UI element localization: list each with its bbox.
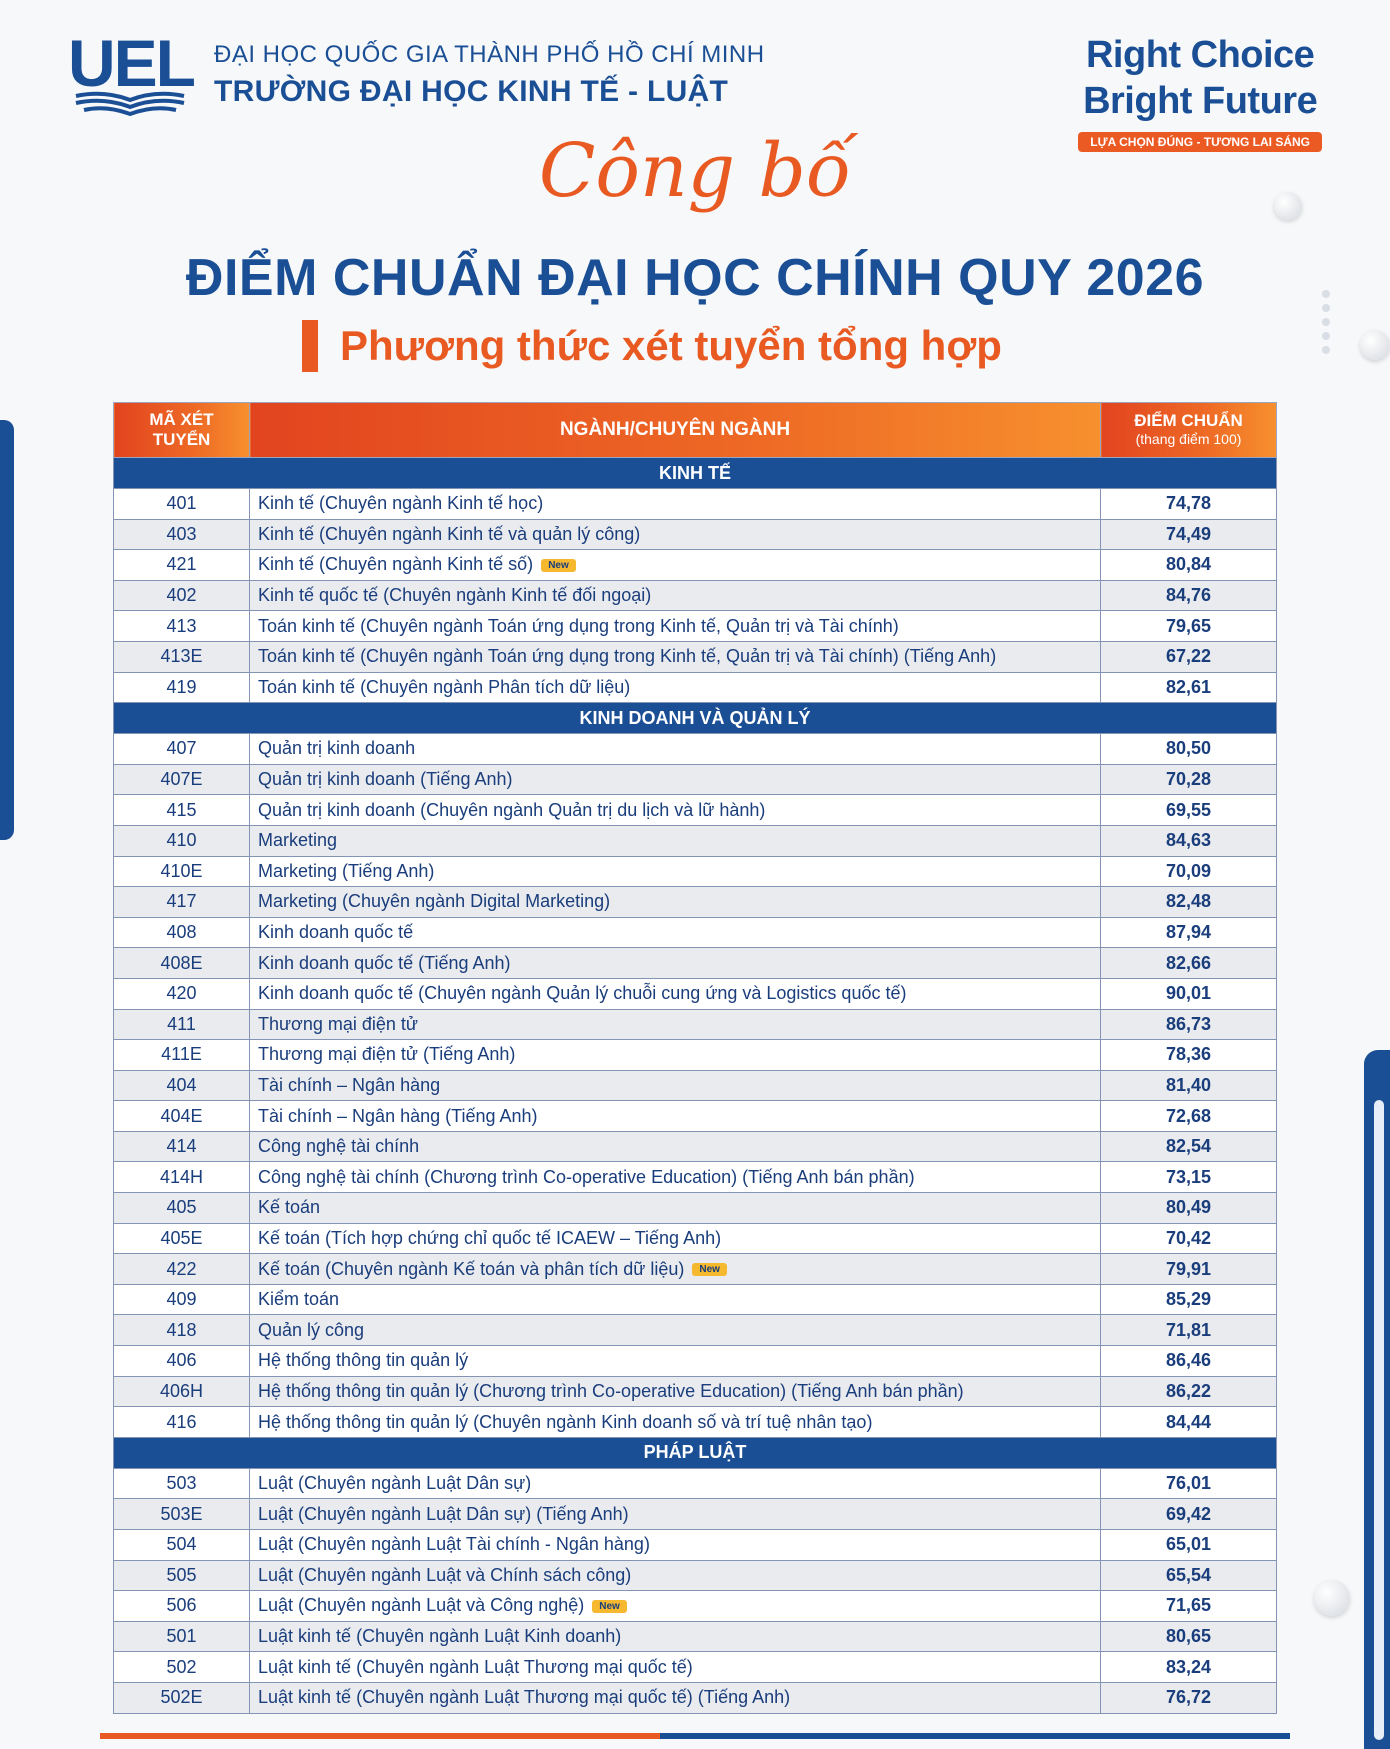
cell-score: 86,46 <box>1101 1346 1277 1377</box>
cell-major <box>250 1591 1101 1622</box>
subtitle-accent-bar <box>302 320 318 372</box>
cell-major <box>250 825 1101 856</box>
table-row <box>114 672 1277 703</box>
cell-major <box>250 1468 1101 1499</box>
section-header <box>114 703 1277 734</box>
major-name: Kinh tế (Chuyên ngành Kinh tế số) <box>258 554 534 575</box>
cell-code: 504 <box>114 1530 250 1561</box>
cell-major <box>250 1101 1101 1132</box>
footer-line-orange <box>100 1733 660 1739</box>
cell-code: 414 <box>114 1131 250 1162</box>
major-name: Kinh tế (Chuyên ngành Kinh tế học) <box>258 493 544 514</box>
cell-code: 404E <box>114 1101 250 1132</box>
major-name: Luật (Chuyên ngành Luật và Công nghệ) <box>258 1595 585 1616</box>
cell-major <box>250 1284 1101 1315</box>
cell-major <box>250 1376 1101 1407</box>
cell-major <box>250 641 1101 672</box>
table-row <box>114 1682 1277 1713</box>
table-row <box>114 1376 1277 1407</box>
cell-score: 82,48 <box>1101 887 1277 918</box>
slogan-badge: LỰA CHỌN ĐÚNG - TƯƠNG LAI SÁNG <box>1078 132 1322 152</box>
major-name: Kinh tế (Chuyên ngành Kinh tế và quản lý công) <box>258 523 641 544</box>
cell-score: 67,22 <box>1101 641 1277 672</box>
table-row <box>114 1162 1277 1193</box>
cell-score: 84,44 <box>1101 1407 1277 1438</box>
major-name: Luật kinh tế (Chuyên ngành Luật Thương mại quốc tế) <box>258 1656 693 1677</box>
cell-major <box>250 1131 1101 1162</box>
cell-score: 87,94 <box>1101 917 1277 948</box>
major-name: Marketing (Tiếng Anh) <box>258 860 435 881</box>
table-row <box>114 1131 1277 1162</box>
section-header <box>114 458 1277 489</box>
cell-score: 76,72 <box>1101 1682 1277 1713</box>
cell-major <box>250 948 1101 979</box>
major-name: Tài chính – Ngân hàng (Tiếng Anh) <box>258 1105 538 1126</box>
major-name: Luật (Chuyên ngành Luật Tài chính - Ngân hàng) <box>258 1534 650 1555</box>
cell-major <box>250 1315 1101 1346</box>
cell-score: 84,63 <box>1101 825 1277 856</box>
table-row <box>114 519 1277 550</box>
cell-score: 74,49 <box>1101 519 1277 550</box>
cell-score: 81,40 <box>1101 1070 1277 1101</box>
table-row <box>114 948 1277 979</box>
new-badge: New <box>592 1600 627 1613</box>
cell-score: 71,65 <box>1101 1591 1277 1622</box>
table-row <box>114 734 1277 765</box>
cell-code: 417 <box>114 887 250 918</box>
major-name: Kế toán <box>258 1197 321 1218</box>
table-row <box>114 887 1277 918</box>
cell-code: 505 <box>114 1560 250 1591</box>
table-row <box>114 1560 1277 1591</box>
major-name: Luật (Chuyên ngành Luật Dân sự) (Tiếng Anh) <box>258 1503 629 1524</box>
cell-code: 506 <box>114 1591 250 1622</box>
cell-score: 78,36 <box>1101 1040 1277 1071</box>
table-row <box>114 1284 1277 1315</box>
cell-major <box>250 764 1101 795</box>
cell-major <box>250 611 1101 642</box>
cell-major <box>250 1162 1101 1193</box>
table-row <box>114 1009 1277 1040</box>
table-row <box>114 1468 1277 1499</box>
book-icon <box>74 90 186 116</box>
cell-code: 502E <box>114 1682 250 1713</box>
major-name: Kiểm toán <box>258 1289 340 1310</box>
table-row <box>114 1407 1277 1438</box>
cell-code: 406H <box>114 1376 250 1407</box>
major-name: Luật (Chuyên ngành Luật Dân sự) <box>258 1473 532 1494</box>
cell-major <box>250 887 1101 918</box>
table-row <box>114 917 1277 948</box>
major-name: Luật kinh tế (Chuyên ngành Luật Kinh doanh) <box>258 1626 622 1647</box>
cell-major <box>250 489 1101 520</box>
cell-code: 411 <box>114 1009 250 1040</box>
cell-score: 82,61 <box>1101 672 1277 703</box>
cell-major <box>250 580 1101 611</box>
cell-major <box>250 734 1101 765</box>
footer-line-blue <box>660 1733 1290 1739</box>
table-row <box>114 795 1277 826</box>
cell-code: 502 <box>114 1652 250 1683</box>
cell-code: 401 <box>114 489 250 520</box>
table-row <box>114 489 1277 520</box>
cell-score: 83,24 <box>1101 1652 1277 1683</box>
cell-code: 408E <box>114 948 250 979</box>
major-name: Tài chính – Ngân hàng <box>258 1074 441 1095</box>
major-name: Thương mại điện tử (Tiếng Anh) <box>258 1044 516 1065</box>
cell-code: 403 <box>114 519 250 550</box>
major-name: Kinh tế quốc tế (Chuyên ngành Kinh tế đối ngoại) <box>258 585 652 606</box>
cell-major <box>250 917 1101 948</box>
major-name: Thương mại điện tử <box>258 1013 418 1034</box>
cell-score: 80,65 <box>1101 1621 1277 1652</box>
section-title: KINH DOANH VÀ QUẢN LÝ <box>114 703 1277 734</box>
table-row <box>114 1070 1277 1101</box>
table-row <box>114 1193 1277 1224</box>
table-row <box>114 1346 1277 1377</box>
cell-code: 421 <box>114 550 250 581</box>
cell-score: 69,55 <box>1101 795 1277 826</box>
major-name: Hệ thống thông tin quản lý <box>258 1350 469 1371</box>
header <box>68 26 765 120</box>
major-name: Hệ thống thông tin quản lý (Chương trình Co-operative Education) (Tiếng Anh bán phần) <box>258 1380 964 1401</box>
cell-score: 86,73 <box>1101 1009 1277 1040</box>
cell-score: 70,42 <box>1101 1223 1277 1254</box>
cell-score: 71,81 <box>1101 1315 1277 1346</box>
col-header-code: MÃ XÉT TUYỂN <box>114 403 250 458</box>
cell-score: 65,01 <box>1101 1530 1277 1561</box>
cell-code: 408 <box>114 917 250 948</box>
page-title: ĐIỂM CHUẨN ĐẠI HỌC CHÍNH QUY 2026 <box>185 249 1205 307</box>
major-name: Toán kinh tế (Chuyên ngành Phân tích dữ liệu) <box>258 676 631 697</box>
major-name: Kinh doanh quốc tế (Chuyên ngành Quản lý chuỗi cung ứng và Logistics quốc tế) <box>258 983 907 1004</box>
new-badge: New <box>541 559 576 572</box>
new-badge: New <box>692 1263 727 1276</box>
table-row <box>114 1530 1277 1561</box>
cell-major <box>250 1499 1101 1530</box>
cell-major <box>250 1530 1101 1561</box>
table-row <box>114 1101 1277 1132</box>
cell-code: 410E <box>114 856 250 887</box>
cell-code: 419 <box>114 672 250 703</box>
school-title: TRƯỜNG ĐẠI HỌC KINH TẾ - LUẬT <box>214 75 729 108</box>
cell-score: 65,54 <box>1101 1560 1277 1591</box>
table-row <box>114 1223 1277 1254</box>
cell-major <box>250 1223 1101 1254</box>
cell-code: 409 <box>114 1284 250 1315</box>
table-row <box>114 641 1277 672</box>
cell-major <box>250 672 1101 703</box>
cell-score: 70,09 <box>1101 856 1277 887</box>
cell-code: 402 <box>114 580 250 611</box>
table-row <box>114 764 1277 795</box>
table-row <box>114 856 1277 887</box>
cell-major <box>250 1560 1101 1591</box>
school-name <box>214 41 765 109</box>
left-decor-bar <box>0 420 14 840</box>
major-name: Công nghệ tài chính <box>258 1136 420 1157</box>
cell-code: 414H <box>114 1162 250 1193</box>
major-name: Kinh doanh quốc tế <box>258 922 414 943</box>
slogan-line2: Bright Future <box>1083 80 1318 122</box>
cell-major <box>250 519 1101 550</box>
section-header <box>114 1437 1277 1468</box>
cell-major <box>250 1254 1101 1285</box>
table-row <box>114 1040 1277 1071</box>
table-row <box>114 1591 1277 1622</box>
cell-major <box>250 1621 1101 1652</box>
section-title: PHÁP LUẬT <box>114 1437 1277 1468</box>
cell-major <box>250 1346 1101 1377</box>
cell-code: 420 <box>114 978 250 1009</box>
cell-score: 80,49 <box>1101 1193 1277 1224</box>
logo-text: UEL <box>68 26 194 100</box>
subtitle-text: Phương thức xét tuyển tổng hợp <box>340 322 1002 369</box>
major-name: Marketing (Chuyên ngành Digital Marketing) <box>258 891 611 912</box>
cell-score: 79,91 <box>1101 1254 1277 1285</box>
table-row <box>114 1315 1277 1346</box>
cell-score: 82,66 <box>1101 948 1277 979</box>
cell-code: 416 <box>114 1407 250 1438</box>
cell-score: 73,15 <box>1101 1162 1277 1193</box>
cell-major <box>250 1652 1101 1683</box>
cell-score: 82,54 <box>1101 1131 1277 1162</box>
section-title: KINH TẾ <box>114 458 1277 489</box>
cell-major <box>250 1070 1101 1101</box>
table-row <box>114 550 1277 581</box>
cell-score: 76,01 <box>1101 1468 1277 1499</box>
cell-major <box>250 856 1101 887</box>
slogan-line1: Right Choice <box>1085 34 1315 76</box>
major-name: Quản lý công <box>258 1319 365 1340</box>
cell-major <box>250 550 1101 581</box>
cell-major <box>250 1193 1101 1224</box>
page-subtitle <box>302 320 1002 372</box>
cell-score: 80,50 <box>1101 734 1277 765</box>
major-name: Quản trị kinh doanh (Tiếng Anh) <box>258 769 513 790</box>
cell-major <box>250 1407 1101 1438</box>
table-row <box>114 1499 1277 1530</box>
cell-score: 84,76 <box>1101 580 1277 611</box>
cell-score: 74,78 <box>1101 489 1277 520</box>
cell-score: 86,22 <box>1101 1376 1277 1407</box>
cell-score: 90,01 <box>1101 978 1277 1009</box>
cell-score: 80,84 <box>1101 550 1277 581</box>
cell-major <box>250 1682 1101 1713</box>
cell-code: 406 <box>114 1346 250 1377</box>
cell-code: 407E <box>114 764 250 795</box>
major-name: Toán kinh tế (Chuyên ngành Toán ứng dụng trong Kinh tế, Quản trị và Tài chính) <box>258 615 899 636</box>
cell-score: 72,68 <box>1101 1101 1277 1132</box>
cell-code: 503E <box>114 1499 250 1530</box>
cell-code: 411E <box>114 1040 250 1071</box>
table-row <box>114 1254 1277 1285</box>
major-name: Kinh doanh quốc tế (Tiếng Anh) <box>258 952 511 973</box>
cell-code: 404 <box>114 1070 250 1101</box>
cell-score: 70,28 <box>1101 764 1277 795</box>
major-name: Marketing <box>258 830 338 851</box>
major-name: Luật kinh tế (Chuyên ngành Luật Thương mại quốc tế) (Tiếng Anh) <box>258 1687 791 1708</box>
announcement-heading: Công bố <box>538 128 852 214</box>
major-name: Toán kinh tế (Chuyên ngành Toán ứng dụng trong Kinh tế, Quản trị và Tài chính) (Tiếng Anh) <box>258 646 997 667</box>
col-header-name: NGÀNH/CHUYÊN NGÀNH <box>250 403 1101 458</box>
major-name: Quản trị kinh doanh <box>258 738 416 759</box>
cell-code: 405E <box>114 1223 250 1254</box>
cell-major <box>250 978 1101 1009</box>
major-name: Công nghệ tài chính (Chương trình Co-operative Education) (Tiếng Anh bán phần) <box>258 1166 915 1187</box>
table-row <box>114 978 1277 1009</box>
cell-major <box>250 1040 1101 1071</box>
cell-code: 410 <box>114 825 250 856</box>
cell-score: 79,65 <box>1101 611 1277 642</box>
cell-code: 405 <box>114 1193 250 1224</box>
table-row <box>114 1621 1277 1652</box>
major-name: Kế toán (Tích hợp chứng chỉ quốc tế ICAEW – Tiếng Anh) <box>258 1227 722 1248</box>
cell-major <box>250 795 1101 826</box>
table-row <box>114 1652 1277 1683</box>
cell-code: 422 <box>114 1254 250 1285</box>
cell-code: 413E <box>114 641 250 672</box>
cell-code: 407 <box>114 734 250 765</box>
cell-code: 503 <box>114 1468 250 1499</box>
table-row <box>114 580 1277 611</box>
cell-score: 69,42 <box>1101 1499 1277 1530</box>
cell-major <box>250 1009 1101 1040</box>
decor-ball <box>1360 330 1390 360</box>
table-row <box>114 611 1277 642</box>
major-name: Hệ thống thông tin quản lý (Chuyên ngành Kinh doanh số và trí tuệ nhân tạo) <box>258 1411 873 1432</box>
cell-code: 413 <box>114 611 250 642</box>
university-name: ĐẠI HỌC QUỐC GIA THÀNH PHỐ HỒ CHÍ MINH <box>214 41 765 68</box>
decor-ball <box>1314 1580 1350 1616</box>
major-name: Kế toán (Chuyên ngành Kế toán và phân tích dữ liệu) <box>258 1258 685 1279</box>
cell-code: 501 <box>114 1621 250 1652</box>
cell-code: 418 <box>114 1315 250 1346</box>
score-table <box>113 402 1277 1714</box>
col-header-score: ĐIỂM CHUẨN (thang điểm 100) <box>1101 403 1277 458</box>
cell-code: 415 <box>114 795 250 826</box>
table-row <box>114 825 1277 856</box>
right-decor-strip <box>1374 1100 1384 1740</box>
uel-logo <box>68 26 194 120</box>
major-name: Luật (Chuyên ngành Luật và Chính sách công) <box>258 1564 632 1585</box>
major-name: Quản trị kinh doanh (Chuyên ngành Quản trị du lịch và lữ hành) <box>258 799 766 820</box>
cell-score: 85,29 <box>1101 1284 1277 1315</box>
